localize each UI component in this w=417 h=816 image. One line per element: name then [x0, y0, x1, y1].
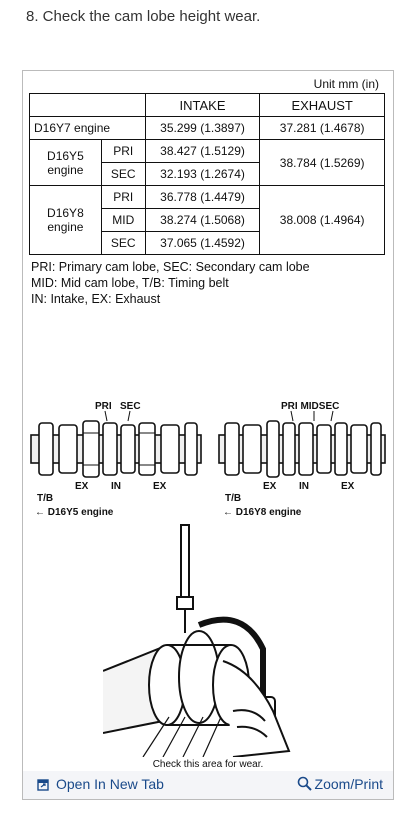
cam-lobe-spec-table: [29, 93, 385, 255]
d16y5-pri-label: PRI: [95, 401, 112, 412]
table-row: [30, 140, 385, 163]
d16y8-mid-intake: 38.274 (1.5068): [145, 209, 260, 232]
d16y7-exhaust: 37.281 (1.4678): [260, 117, 385, 140]
zoom-print-label: Zoom/Print: [314, 776, 383, 792]
d16y8-pri-label: PRI: [101, 186, 145, 209]
d16y8-sec-intake: 37.065 (1.4592): [145, 232, 260, 255]
d16y8-pri-intake: 36.778 (1.4479): [145, 186, 260, 209]
open-in-new-tab-link[interactable]: [37, 776, 164, 792]
d16y8-engine-label: ← D16Y8 engine: [223, 507, 302, 517]
d16y5-in-label: IN: [111, 481, 121, 492]
table-header-row: [30, 94, 385, 117]
magnifier-icon: [297, 776, 313, 792]
engine-d16y8-line2: engine: [47, 220, 84, 234]
table-row: [30, 186, 385, 209]
note-line: PRI: Primary cam lobe, SEC: Secondary cam lobe: [31, 260, 310, 274]
micrometer-measurement-illustration: [103, 521, 303, 757]
header-intake: INTAKE: [145, 94, 260, 117]
open-in-new-tab-label: Open In New Tab: [56, 776, 164, 792]
d16y8-exhaust: 38.008 (1.4964): [260, 186, 385, 255]
step-title: 8. Check the cam lobe height wear.: [26, 8, 261, 25]
engine-d16y5-line2: engine: [47, 162, 84, 177]
new-tab-icon: [37, 778, 50, 791]
engine-d16y7-label: D16Y7 engine: [30, 117, 146, 140]
d16y5-sec-label: SEC: [120, 401, 141, 412]
figure-footer-bar: [23, 771, 393, 799]
d16y5-exhaust: 38.784 (1.5269): [260, 140, 385, 186]
abbreviation-notes: [31, 259, 310, 307]
d16y5-pri-intake: 38.427 (1.5129): [145, 140, 260, 163]
d16y8-in-label: IN: [299, 481, 309, 492]
engine-d16y5-line1: D16Y5: [47, 148, 84, 163]
zoom-print-link[interactable]: [297, 776, 383, 792]
d16y8-camshaft-diagram: [219, 401, 385, 517]
wear-area-caption: Check this area for wear.: [152, 759, 264, 770]
unit-label: Unit mm (in): [313, 77, 379, 91]
d16y8-mid-label: MID: [101, 209, 145, 232]
d16y5-ex-label-2: EX: [153, 481, 167, 492]
table-row: [30, 117, 385, 140]
camshaft-lobe-diagrams: [29, 397, 389, 517]
header-exhaust: EXHAUST: [260, 94, 385, 117]
d16y5-sec-label: SEC: [101, 163, 145, 186]
d16y8-tb-label: T/B: [225, 493, 242, 504]
d16y7-intake: 35.299 (1.3897): [145, 117, 260, 140]
table-header-blank: [30, 94, 146, 117]
engine-d16y5-label: [30, 140, 102, 186]
d16y5-pri-label: PRI: [101, 140, 145, 163]
d16y8-sec-label: SEC: [101, 232, 145, 255]
engine-d16y8-label: [30, 186, 102, 255]
d16y8-ex-label-2: EX: [341, 481, 355, 492]
d16y8-top-label: PRI MIDSEC: [281, 401, 340, 412]
d16y5-sec-intake: 32.193 (1.2674): [145, 163, 260, 186]
d16y5-camshaft-diagram: [31, 401, 201, 517]
d16y5-engine-label: ← D16Y5 engine: [35, 507, 114, 517]
service-figure: [22, 70, 394, 800]
note-line: MID: Mid cam lobe, T/B: Timing belt: [31, 276, 229, 290]
d16y5-tb-label: T/B: [37, 493, 54, 504]
d16y8-ex-label-1: EX: [263, 481, 277, 492]
engine-d16y8-line1: D16Y8: [47, 206, 84, 220]
note-line: IN: Intake, EX: Exhaust: [31, 292, 161, 306]
d16y5-ex-label-1: EX: [75, 481, 89, 492]
